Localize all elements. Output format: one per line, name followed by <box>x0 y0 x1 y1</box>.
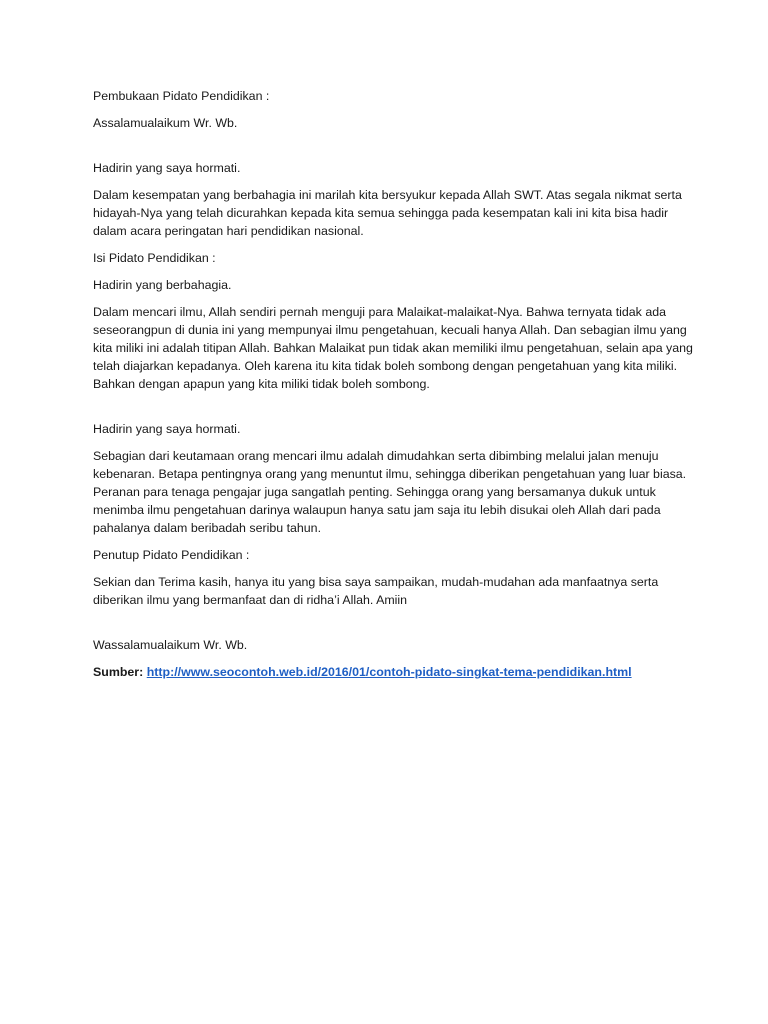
source-line <box>93 663 693 681</box>
document-body <box>93 87 693 690</box>
source-label: Sumber: <box>93 665 144 679</box>
greeting: Assalamualaikum Wr. Wb. <box>93 116 238 130</box>
address-line: Hadirin yang saya hormati. <box>93 422 241 436</box>
closing-paragraph: Sekian dan Terima kasih, hanya itu yang bisa saya sampaikan, mudah-mudahan ada manfaatnya serta diberikan ilmu yang bermanfaat dan di ridha’i Allah. Amiin <box>93 575 659 607</box>
content-paragraph: Dalam mencari ilmu, Allah sendiri pernah menguji para Malaikat-malaikat-Nya. Bahwa ternyata tidak ada seseorangpun di dunia ini yang mempunyai ilmu pengetahuan, kecuali hanya Allah. Dan sebagian ilmu yang kita miliki ini adalah titipan Allah. Bahkan Malaikat pun tidak akan memiliki ilmu pengetahuan, selain apa yang telah diajarkan kepadanya. Oleh karena itu kita tidak boleh sombong dengan pengetahuan yang kita miliki. Bahkan dengan apapun yang kita miliki tidak boleh sombong. <box>93 305 693 391</box>
address-line: Hadirin yang saya hormati. <box>93 161 241 175</box>
content-paragraph: Sebagian dari keutamaan orang mencari ilmu adalah dimudahkan serta dibimbing melalui jalan menuju kebenaran. Betapa pentingnya orang yang menuntut ilmu, sehingga diberikan pengetahuan yang luar biasa. Peranan para tenaga pengajar juga sangatlah penting. Sehingga orang yang bersamanya dukuk untuk menimba ilmu pengetahuan darinya walaupun hanya satu jam saja itu lebih disukai oleh Allah dari pada pahalanya dalam beribadah seribu tahun. <box>93 449 687 535</box>
source-link[interactable]: http://www.seocontoh.web.id/2016/01/contoh-pidato-singkat-tema-pendidikan.html <box>146 665 632 679</box>
content-heading: Isi Pidato Pendidikan : <box>93 251 216 265</box>
closing-heading: Penutup Pidato Pendidikan : <box>93 548 250 562</box>
opening-paragraph: Dalam kesempatan yang berbahagia ini marilah kita bersyukur kepada Allah SWT. Atas segala nikmat serta hidayah-Nya yang telah dicurahkan kepada kita semua sehingga pada kesempatan kali ini kita bisa hadir dalam acara peringatan hari pendidikan nasional. <box>93 188 682 238</box>
opening-heading: Pembukaan Pidato Pendidikan : <box>93 89 270 103</box>
address-line: Hadirin yang berbahagia. <box>93 278 232 292</box>
farewell: Wassalamualaikum Wr. Wb. <box>93 638 248 652</box>
